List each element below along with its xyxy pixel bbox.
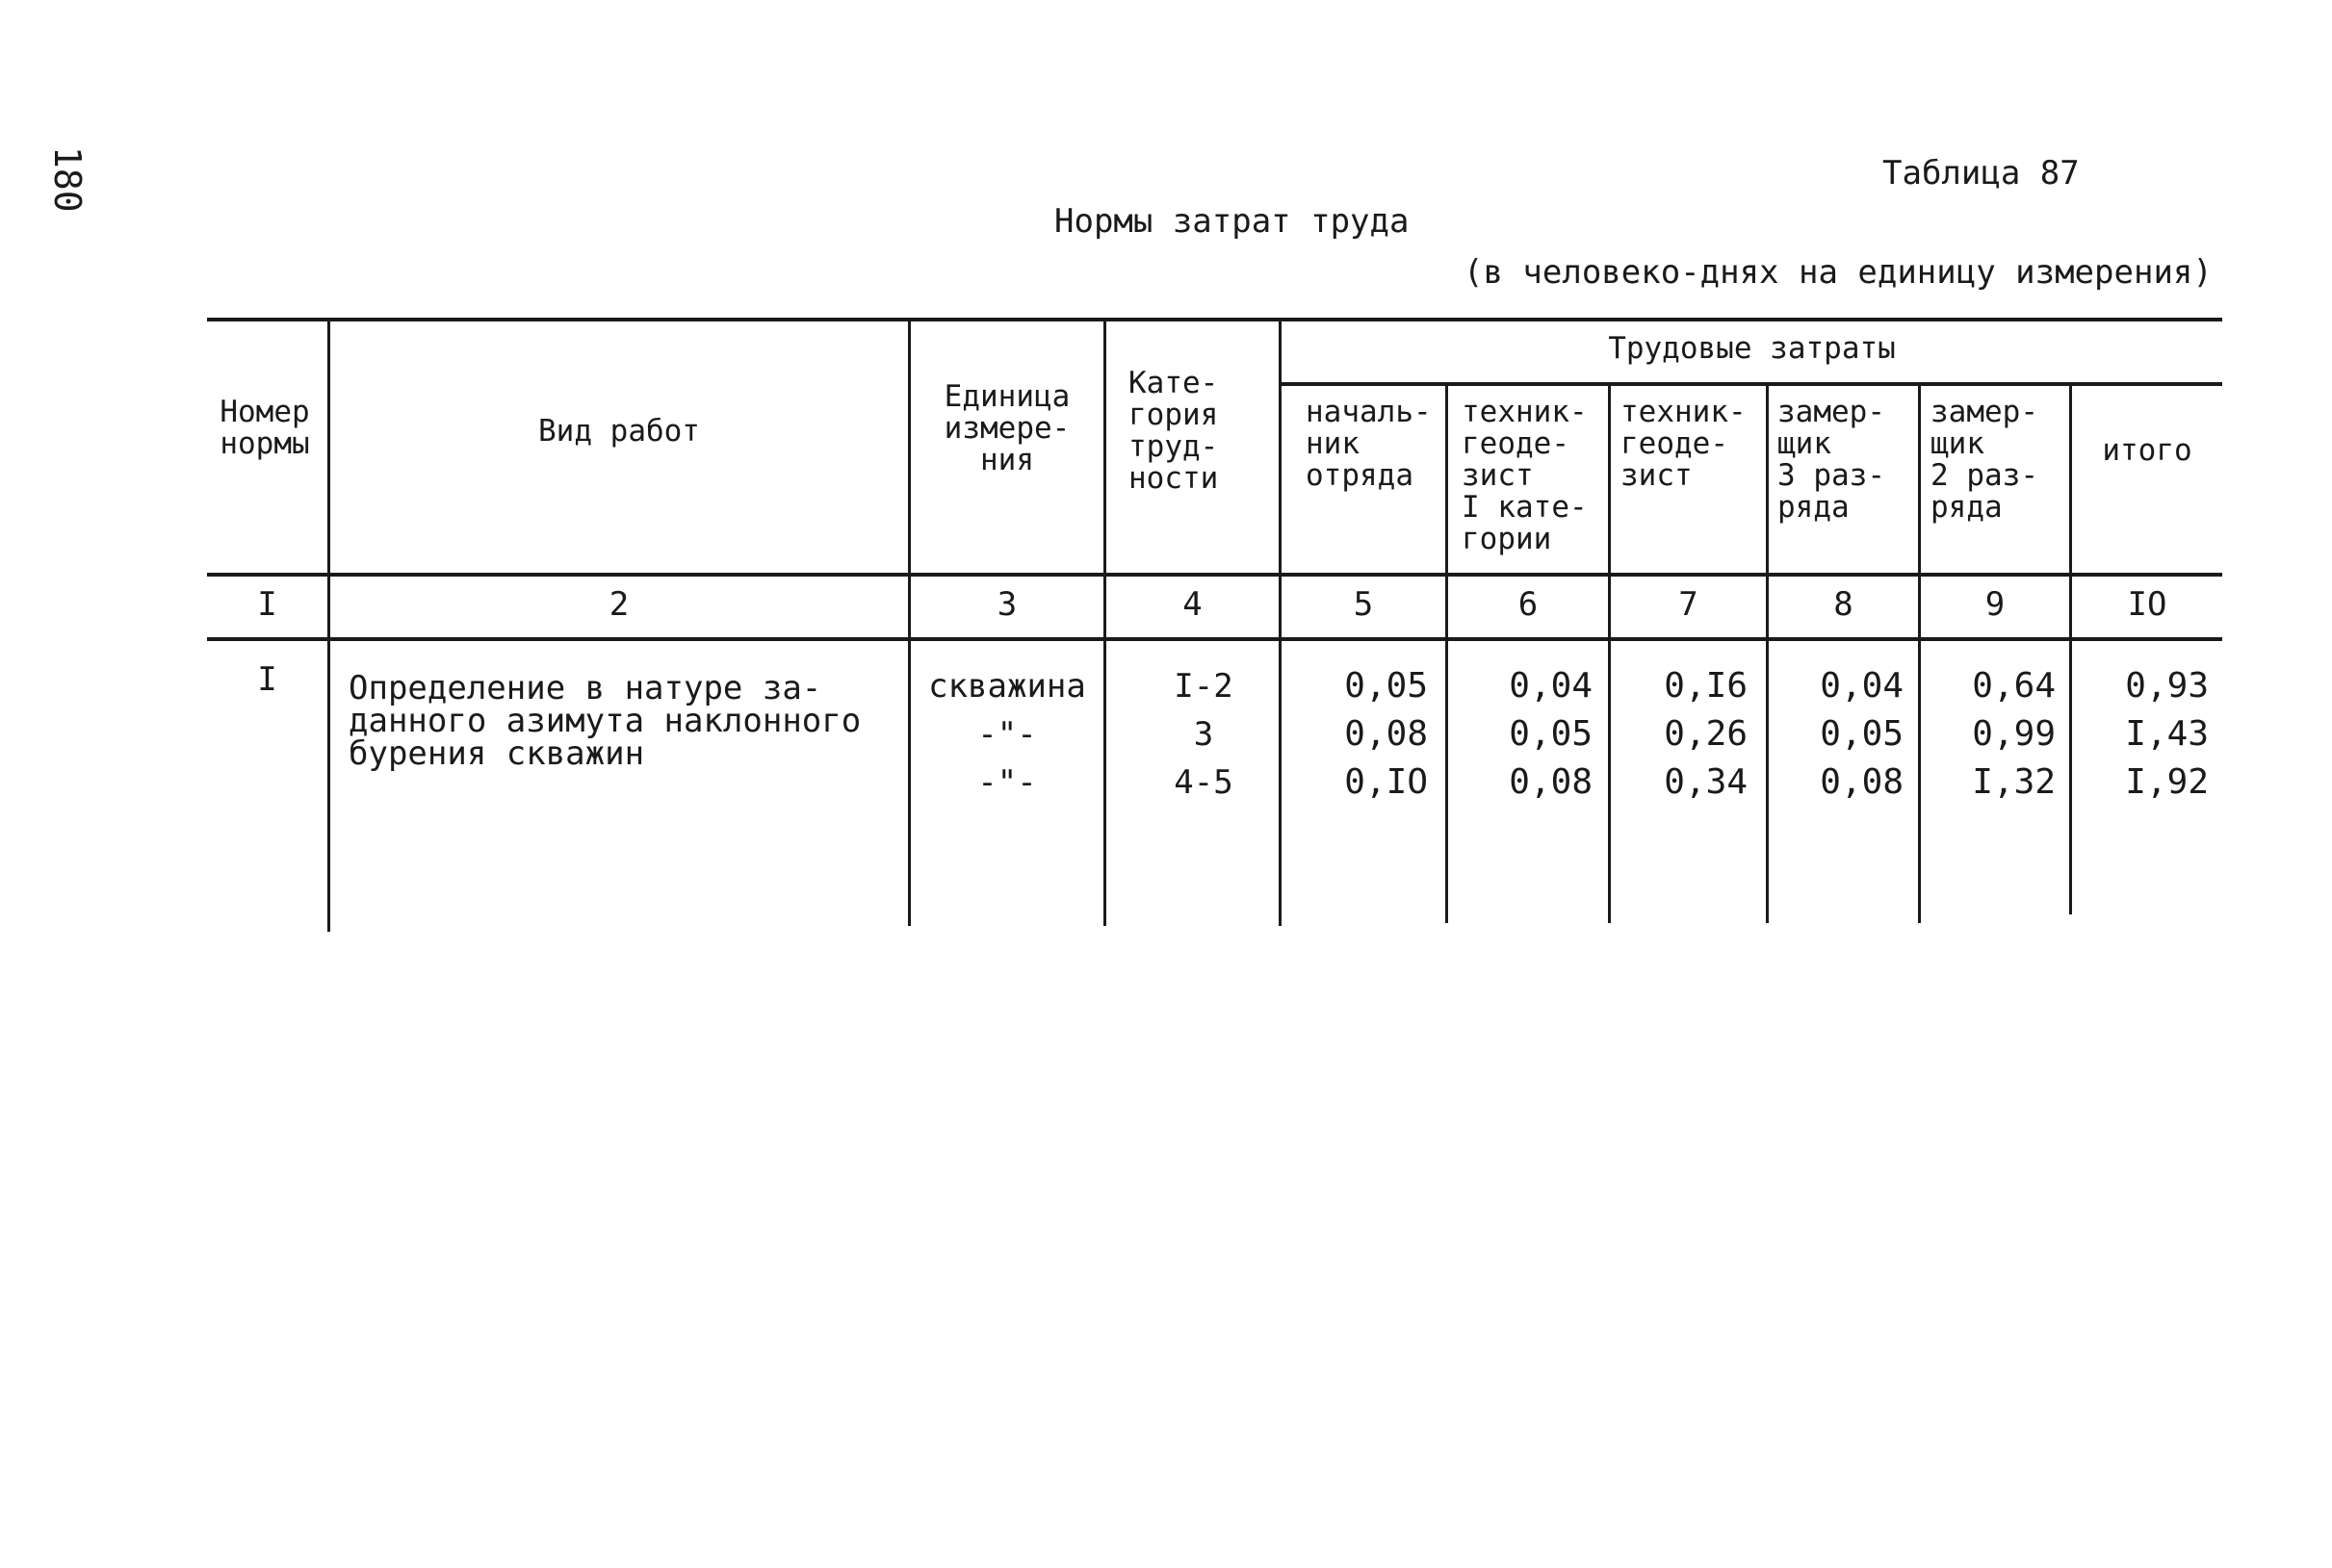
value-cell: 0,64: [1972, 666, 2056, 706]
value-cell-total: I,43: [2125, 714, 2209, 754]
value-cell: 0,05: [1820, 714, 1904, 754]
value-cell: 0,I6: [1664, 666, 1748, 706]
value-cell: I,32: [1972, 762, 2056, 802]
header-category: Кате- гория труд- ности: [1128, 366, 1219, 496]
value-cell: 0,05: [1344, 666, 1428, 706]
column-number: 2: [609, 585, 630, 624]
value-cell: 0,IO: [1344, 762, 1428, 802]
column-number: 3: [997, 585, 1018, 624]
value-cell: 0,08: [1509, 762, 1593, 802]
header-sub-col-9: замер- щик 2 раз- ряда: [1930, 395, 2038, 525]
row-category: 3: [1193, 715, 1214, 754]
header-work-type: Вид работ: [538, 414, 700, 449]
header-sub-col-6: техник- геоде- зист I кате- гории: [1462, 395, 1588, 556]
col-divider: [1279, 318, 1282, 926]
header-unit: Единица измере- ния: [944, 379, 1071, 477]
row-work-description: Определение в натуре за- данного азимута наклонного бурения скважин: [349, 669, 862, 773]
column-number: 5: [1353, 585, 1374, 624]
value-cell: 0,04: [1820, 666, 1904, 706]
value-cell: 0,08: [1820, 762, 1904, 802]
row-unit: -"-: [977, 763, 1037, 802]
col-divider: [1766, 382, 1769, 923]
header-sub-col-10: итого: [2102, 433, 2192, 468]
row-category: 4-5: [1174, 763, 1233, 802]
value-cell: 0,26: [1664, 714, 1748, 754]
value-cell: 0,99: [1972, 714, 2056, 754]
column-number: IO: [2127, 585, 2167, 624]
value-cell: 0,04: [1509, 666, 1593, 706]
header-norm-number: Номер нормы: [220, 395, 310, 461]
header-sub-col-7: техник- геоде- зист: [1620, 395, 1747, 493]
column-number: I: [257, 585, 277, 624]
row-unit: -"-: [977, 715, 1037, 754]
column-number: 4: [1182, 585, 1203, 624]
value-cell-total: 0,93: [2125, 666, 2209, 706]
col-divider: [1445, 382, 1448, 923]
value-cell-total: I,92: [2125, 762, 2209, 802]
table-top-rule: [207, 318, 2222, 321]
column-number: 9: [1984, 585, 2006, 624]
col-divider: [327, 318, 330, 932]
table-title: Нормы затрат труда: [1054, 202, 1410, 241]
col-divider: [1608, 382, 1611, 923]
table-unit-note: (в человеко-днях на единицу измерения): [1464, 253, 2213, 292]
header-labor-costs: Трудовые затраты: [1608, 331, 1896, 366]
value-cell: 0,08: [1344, 714, 1428, 754]
value-cell: 0,05: [1509, 714, 1593, 754]
column-number: 7: [1678, 585, 1698, 624]
column-number: 8: [1833, 585, 1853, 624]
table-label: Таблица 87: [1882, 154, 2080, 193]
header-sub-col-8: замер- щик 3 раз- ряда: [1777, 395, 1885, 525]
row-category: I-2: [1174, 667, 1233, 706]
column-number: 6: [1517, 585, 1539, 624]
row-norm-number: I: [257, 660, 277, 699]
labor-costs-rule: [1279, 382, 2222, 386]
col-divider: [1918, 382, 1921, 923]
col-divider: [1103, 318, 1106, 926]
header-sub-col-5: началь- ник отряда: [1306, 395, 1432, 493]
page-number: 180: [46, 146, 89, 213]
row-unit: скважина: [928, 667, 1086, 706]
value-cell: 0,34: [1664, 762, 1748, 802]
